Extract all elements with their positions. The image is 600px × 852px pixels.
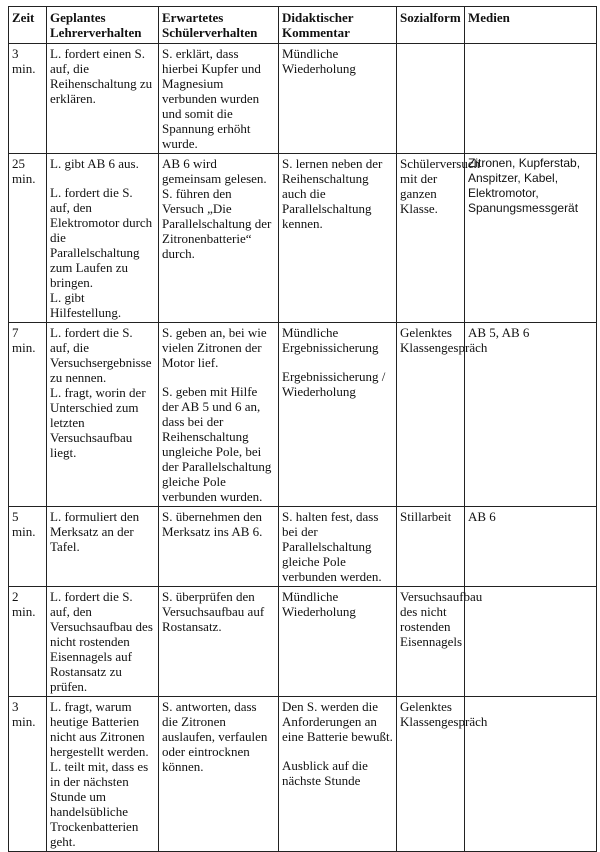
cell-medien bbox=[465, 507, 597, 587]
cell-medien bbox=[465, 44, 597, 154]
cell-text: 25 min. bbox=[12, 156, 36, 186]
cell-text: Stillarbeit bbox=[400, 509, 452, 524]
cell-text: S. übernehmen den Merksatz ins AB 6. bbox=[162, 509, 263, 539]
cell-schuelerverhalten bbox=[159, 587, 279, 697]
cell-text: S. geben an, bei wie vielen Zitronen der Motor lief. bbox=[162, 325, 267, 370]
cell-text: S. überprüfen den Versuchsaufbau auf Rostansatz. bbox=[162, 589, 265, 634]
lesson-plan-page bbox=[8, 6, 597, 852]
cell-text: S. geben mit Hilfe der AB 5 und 6 an, dass bei der Reihenschaltung ungleiche Pole, bei der Parallelschaltung gleiche Pole verbunden wurden. bbox=[162, 384, 272, 504]
cell-didaktischer-kommentar bbox=[279, 154, 397, 323]
cell-text: Schülerversuch mit der ganzen Klasse. bbox=[400, 156, 481, 216]
table-row bbox=[9, 323, 597, 507]
cell-sozialform bbox=[397, 507, 465, 587]
cell-sozialform bbox=[397, 323, 488, 507]
cell-text: AB 6 wird gemeinsam gelesen. S. führen den Versuch „Die Parallelschaltung der Zitronenbatterie“ durch. bbox=[162, 156, 272, 261]
header-schuelerverhalten: Erwartetes Schülerverhalten bbox=[159, 7, 279, 44]
cell-text: 7 min. bbox=[12, 325, 36, 355]
table-row bbox=[9, 44, 597, 154]
cell-text: L. fragt, warum heutige Batterien nicht aus Zitronen hergestellt werden. L. teilt mit, dass es in der nächsten Stunde um handelsübliche Trockenbatterien geht. bbox=[50, 699, 149, 849]
cell-text: L. gibt AB 6 aus. bbox=[50, 156, 139, 171]
cell-text: 3 min. bbox=[12, 46, 36, 76]
cell-schuelerverhalten bbox=[159, 323, 279, 507]
cell-text: Den S. werden die Anforderungen an eine Batterie bewußt. bbox=[282, 699, 393, 744]
cell-zeit bbox=[9, 697, 47, 852]
cell-text: Zitronen, Kupferstab, Anspitzer, Kabel, Elektromotor, Spanungsmessgerät bbox=[468, 156, 581, 215]
cell-text: Mündliche Wiederholung bbox=[282, 46, 356, 76]
cell-schuelerverhalten bbox=[159, 44, 279, 154]
cell-text: AB 5, AB 6 bbox=[468, 325, 530, 340]
cell-text: Mündliche Wiederholung bbox=[282, 589, 356, 619]
cell-zeit bbox=[9, 507, 47, 587]
cell-zeit bbox=[9, 587, 47, 697]
header-lehrerverhalten: Geplantes Lehrerverhalten bbox=[47, 7, 159, 44]
cell-text: 3 min. bbox=[12, 699, 36, 729]
cell-lehrerverhalten bbox=[47, 507, 159, 587]
cell-text: L. fordert die S. auf, die Versuchsergebnisse zu nennen. L. fragt, worin der Unterschied zum letzten Versuchsaufbau liegt. bbox=[50, 325, 152, 460]
cell-text: Gelenktes Klassengespräch bbox=[400, 325, 488, 355]
cell-schuelerverhalten bbox=[159, 697, 279, 852]
table-row bbox=[9, 154, 597, 323]
cell-text: L. fordert einen S. auf, die Reihenschaltung zu erklären. bbox=[50, 46, 153, 106]
cell-zeit bbox=[9, 44, 47, 154]
cell-lehrerverhalten bbox=[47, 44, 159, 154]
cell-zeit bbox=[9, 154, 47, 323]
cell-didaktischer-kommentar bbox=[279, 323, 397, 507]
cell-text: Ausblick auf die nächste Stunde bbox=[282, 758, 368, 788]
cell-sozialform bbox=[397, 154, 481, 323]
cell-didaktischer-kommentar bbox=[279, 44, 397, 154]
table-row bbox=[9, 587, 597, 697]
cell-lehrerverhalten bbox=[47, 154, 159, 323]
cell-lehrerverhalten bbox=[47, 587, 159, 697]
cell-lehrerverhalten bbox=[47, 697, 159, 852]
cell-sozialform bbox=[397, 44, 465, 154]
cell-text: S. halten fest, dass bei der Parallelschaltung gleiche Pole verbunden werden. bbox=[282, 509, 382, 584]
cell-text: L. fordert die S. auf, den Elektromotor durch die Parallelschaltung zum Laufen zu bringen. L. gibt Hilfestellung. bbox=[50, 185, 153, 320]
cell-text: 5 min. bbox=[12, 509, 36, 539]
cell-text: S. antworten, dass die Zitronen auslaufen, verfaulen oder eintrocknen können. bbox=[162, 699, 268, 774]
cell-lehrerverhalten bbox=[47, 323, 159, 507]
cell-didaktischer-kommentar bbox=[279, 697, 397, 852]
table-header-row bbox=[9, 7, 597, 44]
cell-text: 2 min. bbox=[12, 589, 36, 619]
header-zeit: Zeit bbox=[9, 7, 47, 44]
cell-text: L. formuliert den Merksatz an der Tafel. bbox=[50, 509, 140, 554]
cell-schuelerverhalten bbox=[159, 154, 279, 323]
cell-text: Versuchsaufbau des nicht rostenden Eisennagels bbox=[400, 589, 483, 649]
cell-schuelerverhalten bbox=[159, 507, 279, 587]
cell-text: Gelenktes Klassengespräch bbox=[400, 699, 488, 729]
header-medien: Medien bbox=[465, 7, 597, 44]
lesson-plan-table bbox=[8, 6, 597, 852]
cell-medien bbox=[465, 154, 597, 323]
header-didaktischer-kommentar: Didaktischer Kommentar bbox=[279, 7, 397, 44]
cell-zeit bbox=[9, 323, 47, 507]
table-row bbox=[9, 507, 597, 587]
cell-text: S. lernen neben der Reihenschaltung auch die Parallelschaltung kennen. bbox=[282, 156, 383, 231]
cell-text: AB 6 bbox=[468, 509, 496, 524]
cell-text: Ergebnissicherung / Wiederholung bbox=[282, 369, 386, 399]
cell-didaktischer-kommentar bbox=[279, 587, 397, 697]
table-row bbox=[9, 697, 597, 852]
cell-sozialform bbox=[397, 697, 488, 852]
cell-medien bbox=[465, 587, 597, 697]
cell-sozialform bbox=[397, 587, 483, 697]
cell-didaktischer-kommentar bbox=[279, 507, 397, 587]
cell-text: S. erklärt, dass hierbei Kupfer und Magnesium verbunden wurden und somit die Spannung erhöht wurde. bbox=[162, 46, 261, 151]
header-sozialform: Sozialform bbox=[397, 7, 465, 44]
cell-text: Mündliche Ergebnissicherung bbox=[282, 325, 379, 355]
cell-text: L. fordert die S. auf, den Versuchsaufbau des nicht rostenden Eisennagels auf Rostansatz zu prüfen. bbox=[50, 589, 153, 694]
